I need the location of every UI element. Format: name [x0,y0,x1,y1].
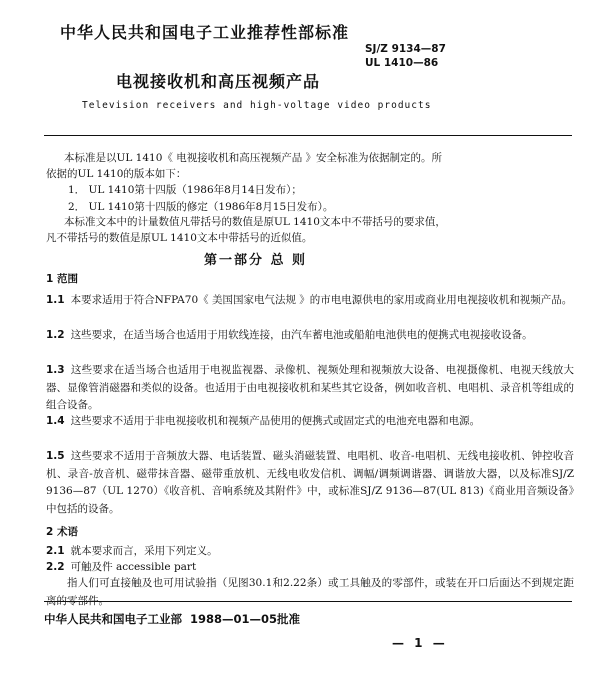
intro-line: 依据的UL 1410的版本如下： [46,168,187,180]
clause [46,327,574,345]
definition-text: 指人们可直接触及也可用试验指（见图30.1和2.22条）或工具触及的零部件，或装在开口后面达不到规定距离的零部件。 [46,577,574,607]
clause-number: 1.4 [46,415,65,427]
clause-text: 就本要求而言，采用下列定义。 [70,545,218,557]
section-heading-terms: 2 术语 [46,526,78,538]
document-title-english: Television receivers and high-voltage video products [82,100,432,111]
clause-number: 2.1 [46,545,65,557]
clause-text: 这些要求不适用于音频放大器、电话装置、磁头消磁装置、电唱机、收音-电唱机、无线电接收机、钟控收音机、录音-放音机、磁带抹音器、磁带重放机、无线电收发信机、调幅/调频调谐器、调谐放大器，以及标准SJ/Z 9136—87（UL 1270）《收音机、音响系统及其附件》中，或标准SJ/Z 9136—87(UL 813)《商业用音频设备》中包括的设备。 [46,450,574,515]
clause-text: 这些要求不适用于非电视接收机和视频产品使用的便携式或固定式的电池充电器和电源。 [70,415,481,427]
footer-issuer: 中华人民共和国电子工业部 [44,612,182,626]
document-title-chinese: 电视接收机和高压视频产品 [116,72,321,91]
intro-list-item: 2． UL 1410第十四版的修定（1986年8月15日发布）。 [68,201,334,213]
standard-code-ul: UL 1410—86 [365,57,439,69]
clause-number: 1.5 [46,450,65,462]
clause [46,543,574,561]
standard-code-sjz: SJ/Z 9134—87 [365,43,446,55]
clause-text: 这些要求，在适当场合也适用于用软线连接，由汽车蓄电池或船舶电池供电的便携式电视接收设备。 [70,329,533,341]
ministry-standard-title: 中华人民共和国电子工业推荐性部标准 [60,23,350,42]
page-number: — 1 — [392,636,448,650]
footer-divider [44,601,572,602]
intro-line: 凡不带括号的数值是原UL 1410文本中带括号的近似值。 [46,232,313,244]
clause [46,292,574,310]
intro-line: 本标准文本中的计量数值凡带括号的数值是原UL 1410文本中不带括号的要求值， [64,216,446,228]
clause-number: 1.1 [46,294,65,306]
clause-number: 2.2 [46,561,65,573]
clause [46,448,574,518]
clause [46,362,574,415]
part-heading: 第一部分 总 则 [204,253,308,268]
clause-text: 可触及件 accessible part [70,561,197,573]
footer-approval-date: 1988—01—05批准 [190,612,301,626]
clause [46,413,574,431]
clause-number: 1.3 [46,364,65,376]
section-heading-scope: 1 范围 [46,273,78,285]
header-divider [44,135,572,136]
clause-text: 这些要求在适当场合也适用于电视监视器、录像机、视频处理和视频放大设备、电视摄像机、电视天线放大器、显像管消磁器和类似的设备。也适用于由电视接收机和某些其它设备，例如收音机、电唱机、录音机等组成的组合设备。 [46,364,574,411]
clause-text: 本要求适用于符合NFPA70《 美国国家电气法规 》的市电电源供电的家用或商业用电视接收机和视频产品。 [70,294,573,306]
clause [46,559,574,577]
clause-number: 1.2 [46,329,65,341]
intro-line: 本标准是以UL 1410《 电视接收机和高压视频产品 》安全标准为依据制定的。所 [64,152,443,164]
intro-list-item: 1． UL 1410第十四版（1986年8月14日发布）； [68,184,302,196]
